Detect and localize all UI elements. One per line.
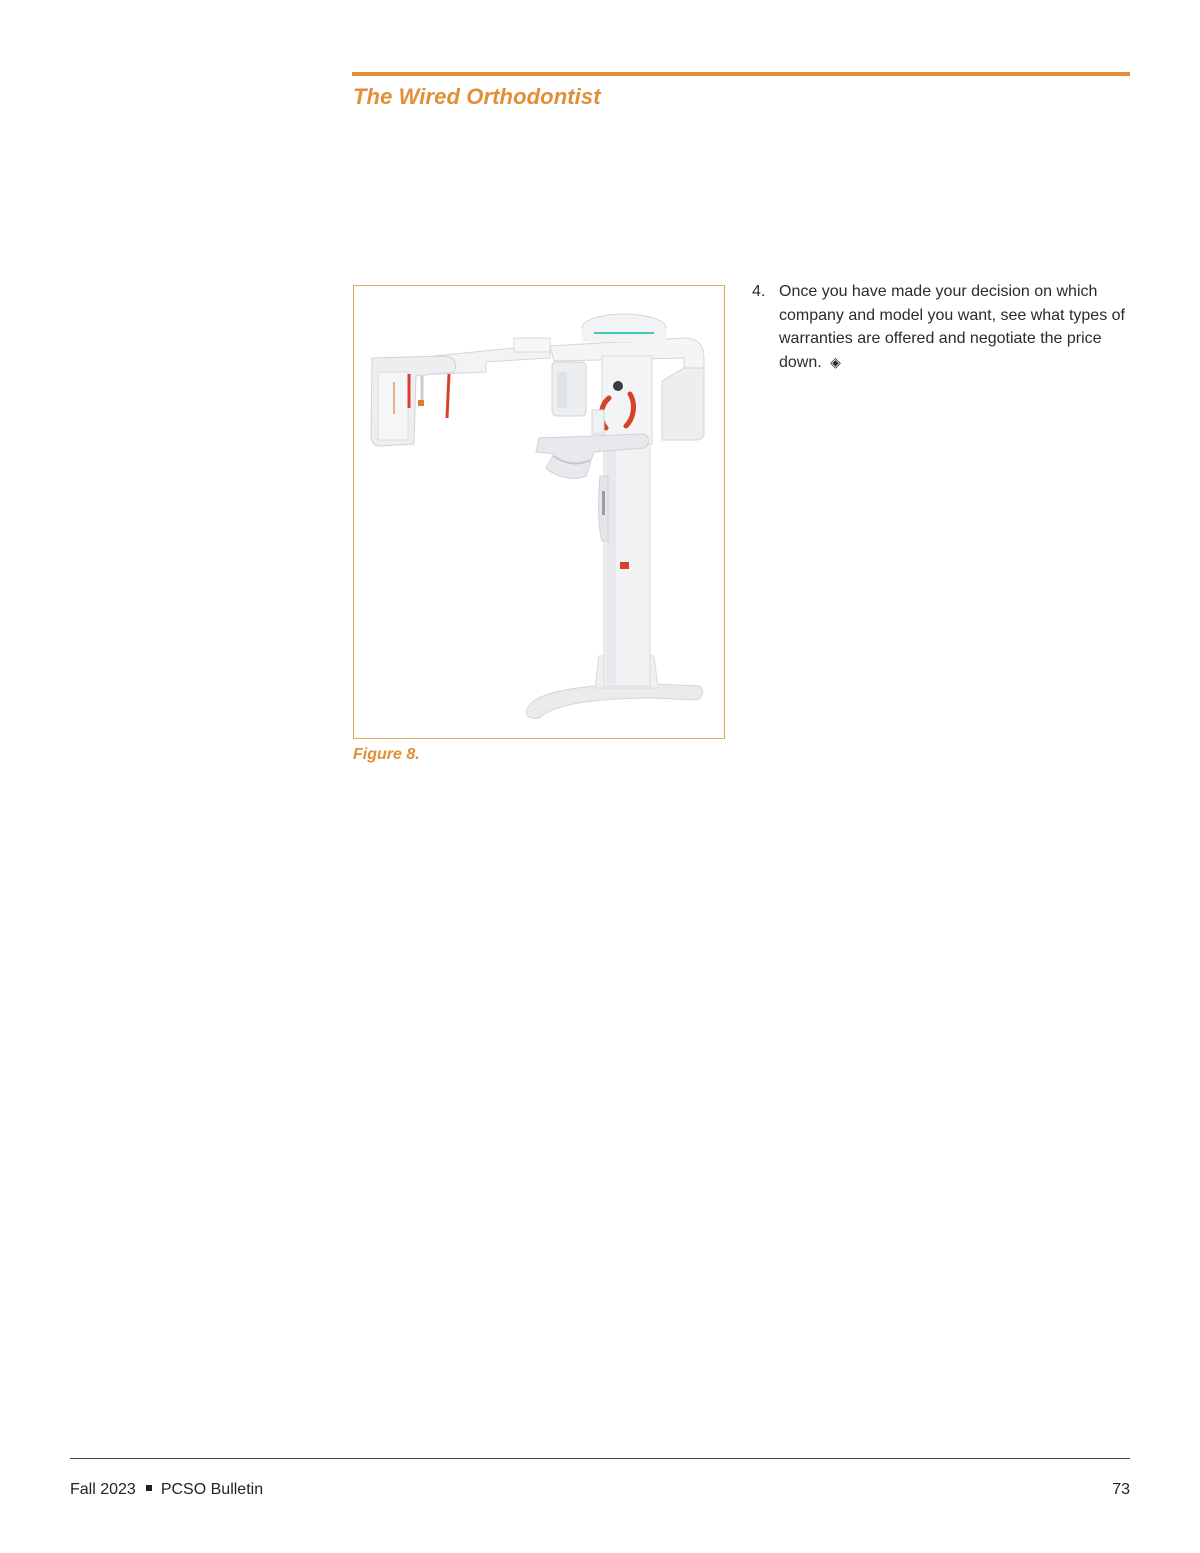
page-number: 73 (1112, 1481, 1130, 1498)
column-label (620, 562, 629, 569)
figure-frame (353, 285, 725, 739)
ceph-ear-rod-right (447, 374, 449, 418)
list-item-number: 4. (752, 283, 766, 300)
footer-rule (70, 1458, 1130, 1459)
list-item (752, 280, 1130, 374)
footer-left (70, 1481, 263, 1499)
section-title: The Wired Orthodontist (353, 84, 601, 109)
square-bullet-icon (146, 1485, 152, 1491)
xray-machine-illustration (354, 286, 724, 738)
machine-base (526, 684, 702, 718)
figure-caption: Figure 8. (353, 746, 420, 763)
end-mark-icon: ◈ (830, 353, 841, 370)
list-item-text: Once you have made your decision on which company and model you want, see what types of warranties are offered and negotiate the price down. (779, 283, 1125, 371)
sensor-housing (662, 368, 704, 440)
footer-publication: PCSO Bulletin (160, 1481, 264, 1498)
header-rule (352, 72, 1130, 76)
numbered-list (752, 280, 1130, 374)
footer-issue: Fall 2023 (70, 1481, 136, 1498)
